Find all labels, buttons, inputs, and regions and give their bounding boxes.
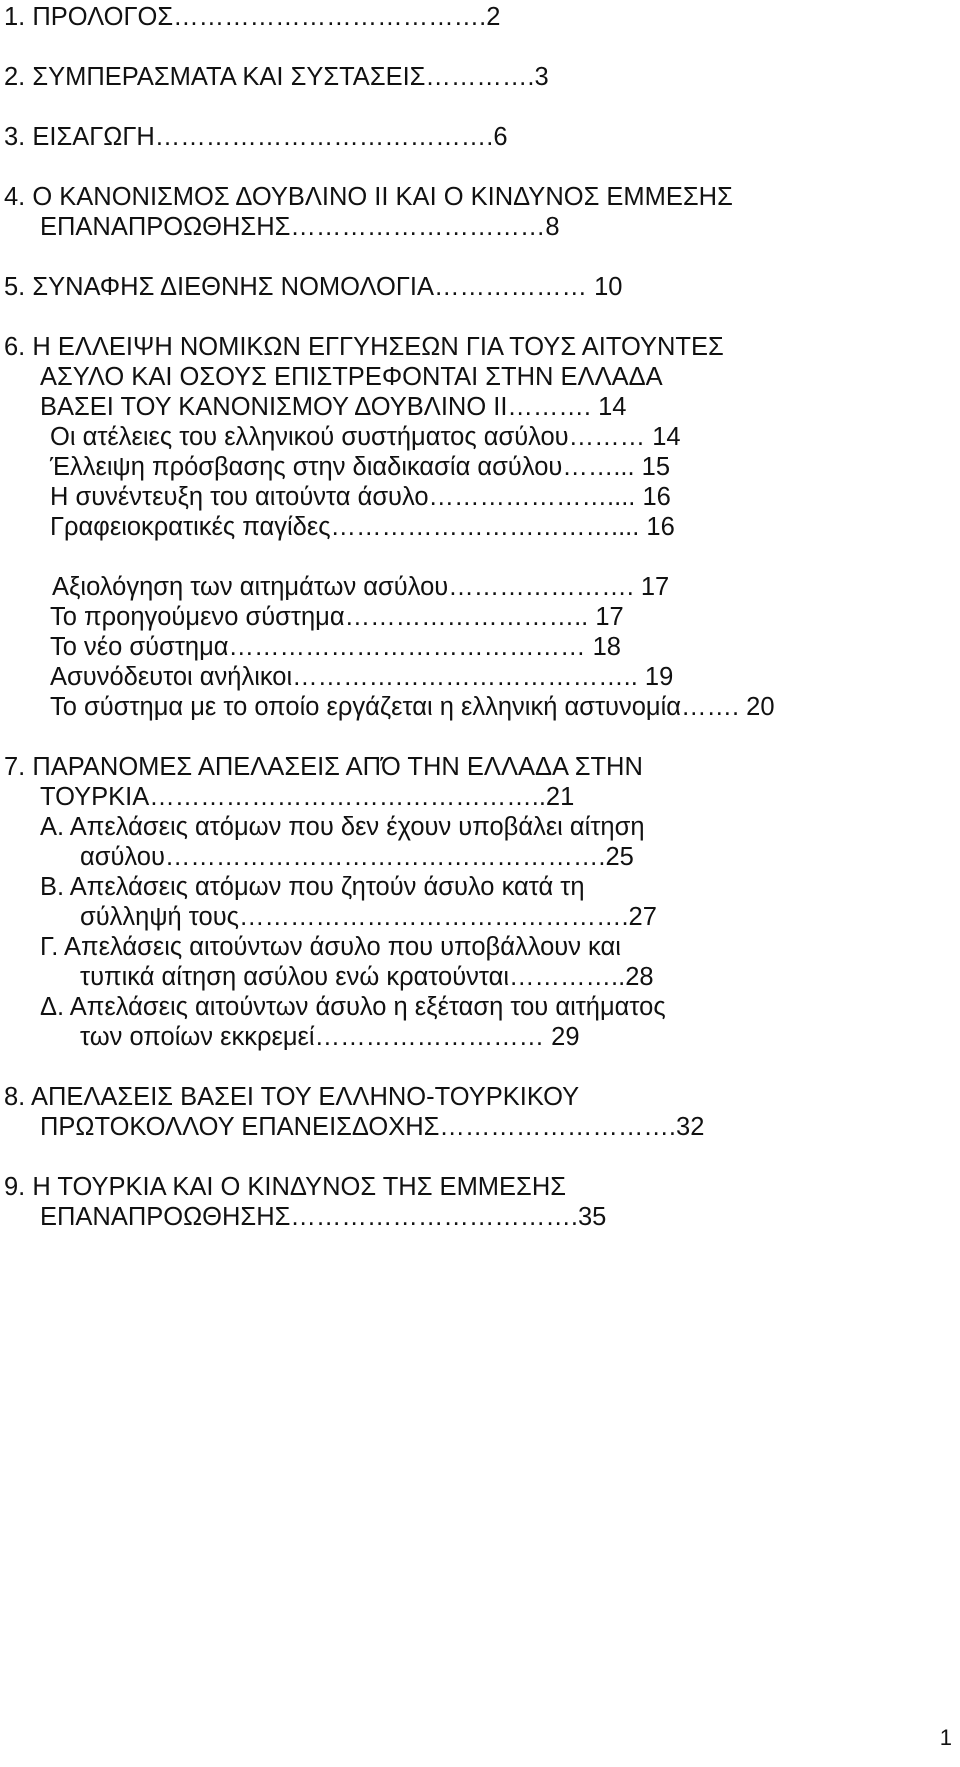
toc-subentry-continued: τυπικά αίτηση ασύλου ενώ κρατούνται…………..28 [80,963,654,991]
toc-subentry: Αξιολόγηση των αιτημάτων ασύλου…………………. 17 [52,573,670,601]
toc-entry-6-line-2: ΑΣΥΛΟ ΚΑΙ ΟΣΟΥΣ ΕΠΙΣΤΡΕΦΟΝΤΑΙ ΣΤΗΝ ΕΛΛΑΔΑ [40,363,663,391]
toc-entry-6-line-3: ΒΑΣΕΙ ΤΟΥ ΚΑΝΟΝΙΣΜΟΥ ΔΟΥΒΛΙΝΟ ΙΙ………. 14 [40,393,627,421]
toc-entry-1: 1. ΠΡΟΛΟΓΟΣ……………………………….2 [4,3,501,31]
toc-entry-5: 5. ΣΥΝΑΦΗΣ ΔΙΕΘΝΗΣ ΝΟΜΟΛΟΓΙΑ……………… 10 [4,273,623,301]
toc-subentry: Οι ατέλειες του ελληνικού συστήματος ασύλου……… 14 [50,423,681,451]
toc-subentry: Το σύστημα με το οποίο εργάζεται η ελληνική αστυνομία……. 20 [50,693,775,721]
toc-subentry: Το προηγούμενο σύστημα……………………….. 17 [50,603,624,631]
toc-subentry: Δ. Απελάσεις αιτούντων άσυλο η εξέταση του αιτήματος [40,993,666,1021]
toc-subentry-continued: σύλληψή τους……………………………………….27 [80,903,657,931]
toc-entry-8-line-2: ΠΡΩΤΟΚΟΛΛΟΥ ΕΠΑΝΕΙΣΔΟΧΗΣ……………………….32 [40,1113,705,1141]
toc-subentry: Το νέο σύστημα…………………………………… 18 [50,633,621,661]
toc-subentry: Έλλειψη πρόσβασης στην διαδικασία ασύλου……... 15 [50,453,671,481]
toc-entry-2: 2. ΣΥΜΠΕΡΑΣΜΑΤΑ ΚΑΙ ΣΥΣΤΑΣΕΙΣ………….3 [4,63,549,91]
toc-subentry: Η συνέντευξη του αιτούντα άσυλο………………….... 16 [50,483,671,511]
toc-entry-6-line-1: 6. Η ΕΛΛΕΙΨΗ ΝΟΜΙΚΩΝ ΕΓΓΥΗΣΕΩΝ ΓΙΑ ΤΟΥΣ ΑΙΤΟΥΝΤΕΣ [4,333,724,361]
toc-subentry: Ασυνόδευτοι ανήλικοι………………………………….. 19 [50,663,674,691]
toc-entry-4-line-1: 4. Ο ΚΑΝΟΝΙΣΜΟΣ ΔΟΥΒΛΙΝΟ ΙΙ ΚΑΙ Ο ΚΙΝΔΥΝΟΣ ΕΜΜΕΣΗΣ [4,183,733,211]
toc-subentry: Γραφειοκρατικές παγίδες…………………………….... 16 [50,513,675,541]
toc-entry-3: 3. ΕΙΣΑΓΩΓΗ………………………………….6 [4,123,508,151]
toc-entry-7-line-2: ΤΟΥΡΚΙΑ………………………………………..21 [40,783,575,811]
toc-entry-8-line-1: 8. ΑΠΕΛΑΣΕΙΣ ΒΑΣΕΙ ΤΟΥ ΕΛΛΗΝΟ-ΤΟΥΡΚΙΚΟΥ [4,1083,580,1111]
toc-entry-9-line-1: 9. Η ΤΟΥΡΚΙΑ ΚΑΙ Ο ΚΙΝΔΥΝΟΣ ΤΗΣ ΕΜΜΕΣΗΣ [4,1173,566,1201]
toc-subentry: Β. Απελάσεις ατόμων που ζητούν άσυλο κατά τη [40,873,585,901]
toc-subentry-continued: ασύλου…………………………………………….25 [80,843,634,871]
toc-entry-4-line-2: ΕΠΑΝΑΠΡΟΩΘΗΣΗΣ…………………………8 [40,213,560,241]
toc-entry-7-line-1: 7. ΠΑΡΑΝΟΜΕΣ ΑΠΕΛΑΣΕΙΣ ΑΠΌ ΤΗΝ ΕΛΛΑΔΑ ΣΤΗΝ [4,753,643,781]
toc-subentry: Α. Απελάσεις ατόμων που δεν έχουν υποβάλει αίτηση [40,813,645,841]
toc-entry-9-line-2: ΕΠΑΝΑΠΡΟΩΘΗΣΗΣ…………………………….35 [40,1203,607,1231]
page-number: 1 [939,1725,952,1750]
toc-subentry-continued: των οποίων εκκρεμεί……………………… 29 [80,1023,580,1051]
toc-subentry: Γ. Απελάσεις αιτούντων άσυλο που υποβάλλουν και [40,933,621,961]
